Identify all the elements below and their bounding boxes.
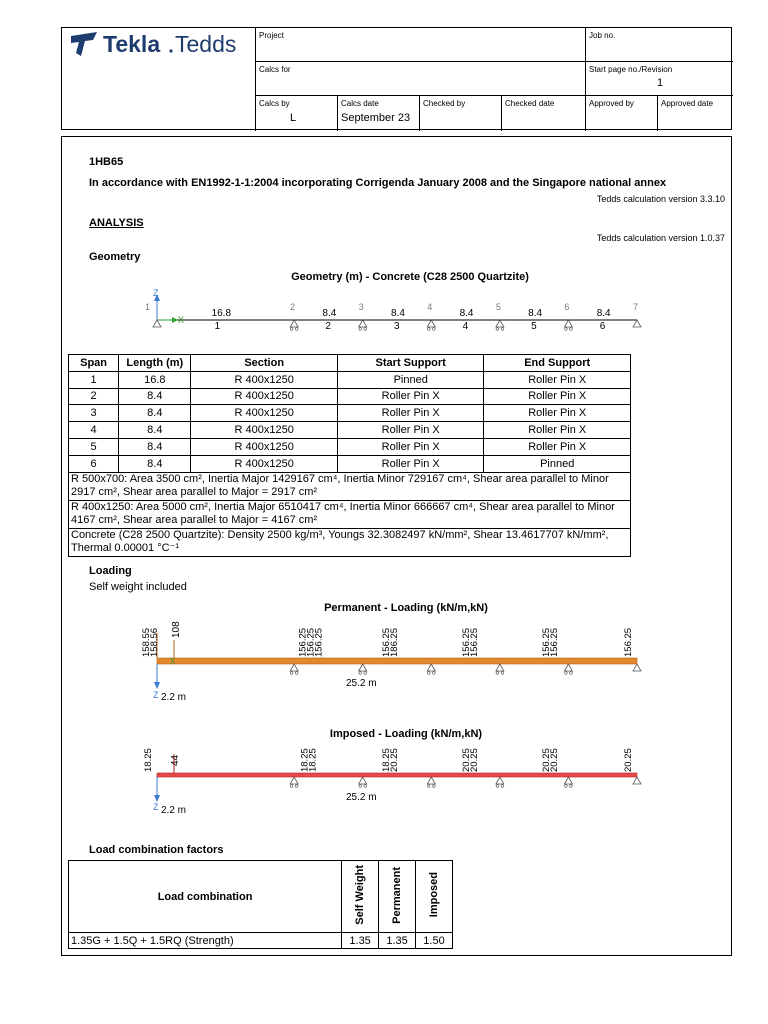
geo-support-icon xyxy=(564,320,572,327)
permanent_diagram-support-icon xyxy=(564,664,572,671)
span-length-label: 8.4 xyxy=(528,308,543,319)
start-page-label: Start page no./Revision xyxy=(589,65,673,74)
load-comb-header-row xyxy=(69,861,453,933)
cell: R 400x1250 xyxy=(191,422,338,439)
brand-sub: Tedds xyxy=(175,31,237,57)
geo-support-icon xyxy=(359,320,367,327)
geo-support-icon xyxy=(153,320,161,327)
permanent_diagram-roller-icon xyxy=(364,672,367,675)
cell: R 400x1250 xyxy=(191,455,338,472)
geo-roller-icon xyxy=(432,328,435,331)
approved-date-label: Approved date xyxy=(661,99,714,108)
cell: 8.4 xyxy=(119,405,191,422)
permanent_diagram-roller-icon xyxy=(565,672,568,675)
start-page-cell xyxy=(586,62,733,96)
project-cell xyxy=(256,28,586,62)
node-label: 3 xyxy=(358,302,364,312)
span-number-label: 1 xyxy=(214,321,221,332)
permanent-loading-diagram xyxy=(130,618,650,706)
load-value-label: 18.25 xyxy=(143,748,154,772)
job-no-cell xyxy=(586,28,733,62)
permanent_diagram-support-icon xyxy=(496,664,504,671)
node-label: 4 xyxy=(427,302,433,312)
cell: Roller Pin X xyxy=(484,388,631,405)
start-page-value: 1 xyxy=(657,77,664,89)
col-span: Span xyxy=(69,355,119,372)
geo-roller-icon xyxy=(427,328,430,331)
load-value-label: 18.25 xyxy=(381,748,392,772)
section-note-r400x1250: R 400x1250: Area 5000 cm², Inertia Major 6510417 cm⁴, Inertia Minor 666667 cm⁴, Shear area parallel to Minor 4167 cm², Shear area parallel to Major = 4167 cm² xyxy=(69,500,631,528)
span-length-label: 8.4 xyxy=(459,308,474,319)
table-row xyxy=(69,405,631,422)
cell: 1.35 xyxy=(379,933,416,949)
imposed_diagram-support-icon xyxy=(496,777,504,784)
col-start-support: Start Support xyxy=(337,355,484,372)
cell: Roller Pin X xyxy=(484,438,631,455)
self-weight-note: Self weight included xyxy=(89,581,187,593)
calcs-date-label: Calcs date xyxy=(341,99,379,108)
perm-point-load: 108 xyxy=(171,621,182,638)
node-label: 1 xyxy=(145,302,151,312)
permanent_diagram-roller-icon xyxy=(427,672,430,675)
permanent_diagram-roller-icon xyxy=(496,672,499,675)
calcs-by-label: Calcs by xyxy=(259,99,290,108)
cell: 1.50 xyxy=(416,933,453,949)
cell: 3 xyxy=(69,405,119,422)
cell: Roller Pin X xyxy=(484,422,631,439)
load-value-label: 186.25 xyxy=(389,627,400,657)
imposed_diagram-roller-icon xyxy=(295,785,298,788)
cell: 4 xyxy=(69,422,119,439)
col-permanent-label: Permanent xyxy=(391,866,404,924)
span-number-label: 5 xyxy=(531,321,537,332)
col-imposed-label: Imposed xyxy=(428,872,441,918)
geo-roller-icon xyxy=(570,328,573,331)
permanent_diagram-support-icon xyxy=(290,664,298,671)
geo-axis-x: X xyxy=(178,315,185,325)
permanent_diagram-roller-icon xyxy=(359,672,362,675)
section-note-r500x700: R 500x700: Area 3500 cm², Inertia Major 1429167 cm⁴, Inertia Minor 729167 cm⁴, Shear area parallel to Minor 2917 cm², Shear area parallel to Major = 2917 cm² xyxy=(69,472,631,500)
span-length-label: 8.4 xyxy=(596,308,611,319)
analysis-heading: ANALYSIS xyxy=(89,217,144,229)
calc-sheet-header xyxy=(61,27,732,130)
calcs-for-label: Calcs for xyxy=(259,65,291,74)
span-number-label: 6 xyxy=(599,321,606,332)
cell: Roller Pin X xyxy=(337,438,484,455)
geo-roller-icon xyxy=(295,328,298,331)
geometry-heading: Geometry xyxy=(89,251,141,263)
cell: Pinned xyxy=(337,371,484,388)
node-label: 7 xyxy=(633,302,639,312)
table-row xyxy=(69,371,631,388)
table-row xyxy=(69,455,631,472)
table-row xyxy=(69,422,631,439)
cell: 8.4 xyxy=(119,422,191,439)
checked-date-cell xyxy=(502,96,586,131)
col-imposed xyxy=(416,861,453,933)
cell: R 400x1250 xyxy=(191,438,338,455)
imposed_diagram-support-icon xyxy=(633,777,641,784)
permanent_diagram-roller-icon xyxy=(432,672,435,675)
geo-support-icon xyxy=(290,320,298,327)
load-value-label: 20.25 xyxy=(548,748,560,772)
span-number-label: 3 xyxy=(394,321,400,332)
node-label: 2 xyxy=(290,302,296,312)
geo-roller-icon xyxy=(290,328,293,331)
cell: Pinned xyxy=(484,455,631,472)
geometry-diagram xyxy=(130,288,650,336)
imposed_diagram-support-icon xyxy=(359,777,367,784)
load-value-label: 156.25 xyxy=(297,627,309,657)
version-note-1: Tedds calculation version 3.3.10 xyxy=(596,194,725,204)
geo-support-icon xyxy=(496,320,504,327)
job-no-label: Job no. xyxy=(589,31,616,40)
cell: Roller Pin X xyxy=(337,422,484,439)
brand-main: Tekla xyxy=(103,31,161,57)
imp-axis-z: Z xyxy=(153,802,159,812)
load-value-label: 20.25 xyxy=(623,748,634,772)
cell: 1 xyxy=(69,371,119,388)
load-value-label: 20.25 xyxy=(389,748,400,772)
geometry-diagram-title: Geometry (m) - Concrete (C28 2500 Quartzite) xyxy=(291,271,529,283)
calcs-by-value: L xyxy=(290,112,297,124)
geo-support-icon xyxy=(427,320,435,327)
imposed_diagram-roller-icon xyxy=(432,785,435,788)
cell: 16.8 xyxy=(119,371,191,388)
perm-offset-label: 2.2 m xyxy=(161,692,187,703)
perm-axis-x: X xyxy=(170,657,176,666)
cell: 6 xyxy=(69,455,119,472)
calc-reference: 1HB65 xyxy=(89,156,124,168)
perm-axis-z: Z xyxy=(153,690,159,700)
cell: 5 xyxy=(69,438,119,455)
imp-total-length: 25.2 m xyxy=(346,792,377,803)
geo-axis-z: Z xyxy=(153,288,159,298)
col-self-weight-label: Self Weight xyxy=(354,865,367,925)
span-number-label: 2 xyxy=(325,321,331,332)
calcs-for-cell xyxy=(256,62,586,96)
table-note-row xyxy=(69,528,631,556)
checked-date-label: Checked date xyxy=(505,99,555,108)
checked-by-label: Checked by xyxy=(423,99,466,108)
table-row xyxy=(69,933,453,949)
imposed_diagram-roller-icon xyxy=(359,785,362,788)
geometry-table-header-row xyxy=(69,355,631,372)
imposed_diagram-roller-icon xyxy=(565,785,568,788)
load-value-label: 158.55 xyxy=(141,627,152,657)
load-value-label: 156.25 xyxy=(313,627,325,657)
imp-offset-label: 2.2 m xyxy=(161,805,187,816)
cell: Roller Pin X xyxy=(484,371,631,388)
permanent_diagram-support-icon xyxy=(359,664,367,671)
load-value-label: 20.25 xyxy=(469,748,481,772)
cell: 8.4 xyxy=(119,388,191,405)
cell: 8.4 xyxy=(119,438,191,455)
imposed_diagram-roller-icon xyxy=(570,785,573,788)
geo-roller-icon xyxy=(364,328,367,331)
load-value-label: 20.25 xyxy=(540,748,552,772)
geo-roller-icon xyxy=(501,328,504,331)
geometry-table xyxy=(68,354,631,557)
imposed_diagram-roller-icon xyxy=(501,785,504,788)
standard-accordance: In accordance with EN1992-1-1:2004 incorporating Corrigenda January 2008 and the Singapore national annex xyxy=(89,177,667,189)
table-note-row xyxy=(69,472,631,500)
load-value-label: 156.25 xyxy=(623,627,634,657)
load-value-label: 156.25 xyxy=(305,627,317,657)
approved-by-label: Approved by xyxy=(589,99,634,108)
span-length-label: 16.8 xyxy=(211,308,232,319)
cell: R 400x1250 xyxy=(191,388,338,405)
imposed_diagram-support-icon xyxy=(290,777,298,784)
load-value-label: 156.25 xyxy=(548,627,560,657)
imposed-loading-title: Imposed - Loading (kN/m,kN) xyxy=(329,728,483,740)
imposed_diagram-roller-icon xyxy=(290,785,293,788)
imposed_diagram-roller-icon xyxy=(364,785,367,788)
span-length-label: 8.4 xyxy=(391,308,405,319)
loading-heading: Loading xyxy=(89,565,132,577)
permanent_diagram-roller-icon xyxy=(295,672,298,675)
approved-by-cell xyxy=(586,96,658,131)
load-value-label: 158.56 xyxy=(149,627,160,657)
version-note-2: Tedds calculation version 1.0.37 xyxy=(596,233,725,243)
load-combination-table xyxy=(68,860,453,949)
imposed-loading-diagram xyxy=(130,742,650,818)
geo-roller-icon xyxy=(565,328,568,331)
imposed_diagram-roller-icon xyxy=(427,785,430,788)
cell: 1.35G + 1.5Q + 1.5RQ (Strength) xyxy=(69,933,342,949)
cell: R 400x1250 xyxy=(191,405,338,422)
checked-by-cell xyxy=(420,96,502,131)
geo-roller-icon xyxy=(359,328,362,331)
col-self-weight xyxy=(342,861,379,933)
table-row xyxy=(69,388,631,405)
node-label: 6 xyxy=(564,302,570,312)
load-value-label: 20.25 xyxy=(461,748,473,772)
load-value-label: 156.25 xyxy=(461,627,473,657)
permanent_diagram-support-icon xyxy=(633,664,641,671)
imposed_diagram-roller-icon xyxy=(496,785,499,788)
col-section: Section xyxy=(191,355,338,372)
tekla-logo-icon xyxy=(67,30,253,58)
imp-point-load: 44 xyxy=(170,754,181,766)
load-value-label: 156.25 xyxy=(540,627,552,657)
calcs-date-value: September 23 xyxy=(341,112,411,124)
col-length: Length (m) xyxy=(119,355,191,372)
permanent_diagram-roller-icon xyxy=(501,672,504,675)
material-note-concrete: Concrete (C28 2500 Quartzite): Density 2500 kg/m³, Youngs 32.3082497 kN/mm², Shear 13.4617707 kN/mm², Thermal 0.00001 °C⁻¹ xyxy=(69,528,631,556)
cell: Roller Pin X xyxy=(484,405,631,422)
logo-cell xyxy=(62,28,256,131)
load-value-label: 156.25 xyxy=(469,627,481,657)
permanent_diagram-support-icon xyxy=(427,664,435,671)
approved-date-cell xyxy=(658,96,733,131)
span-length-label: 8.4 xyxy=(322,308,337,319)
cell: 2 xyxy=(69,388,119,405)
load-value-label: 18.25 xyxy=(307,748,319,772)
cell: Roller Pin X xyxy=(337,405,484,422)
load-comb-heading: Load combination factors xyxy=(89,844,224,856)
geo-roller-icon xyxy=(496,328,499,331)
col-end-support: End Support xyxy=(484,355,631,372)
cell: 1.35 xyxy=(342,933,379,949)
cell: R 400x1250 xyxy=(191,371,338,388)
permanent_diagram-roller-icon xyxy=(570,672,573,675)
col-load-combination: Load combination xyxy=(69,861,342,933)
cell: Roller Pin X xyxy=(337,388,484,405)
cell: 8.4 xyxy=(119,455,191,472)
permanent-loading-title: Permanent - Loading (kN/m,kN) xyxy=(324,602,488,614)
permanent_diagram-roller-icon xyxy=(290,672,293,675)
node-label: 5 xyxy=(495,302,501,312)
geo-support-icon xyxy=(633,320,641,327)
span-number-label: 4 xyxy=(462,321,469,332)
imposed_diagram-support-icon xyxy=(427,777,435,784)
perm-total-length: 25.2 m xyxy=(346,678,377,689)
table-row xyxy=(69,438,631,455)
table-note-row xyxy=(69,500,631,528)
imposed_diagram-support-icon xyxy=(564,777,572,784)
load-value-label: 156.25 xyxy=(381,627,392,657)
project-label: Project xyxy=(259,31,284,40)
calcs-date-cell xyxy=(338,96,420,131)
col-permanent xyxy=(379,861,416,933)
calcs-by-cell xyxy=(256,96,338,131)
cell: Roller Pin X xyxy=(337,455,484,472)
load-value-label: 18.25 xyxy=(299,748,311,772)
